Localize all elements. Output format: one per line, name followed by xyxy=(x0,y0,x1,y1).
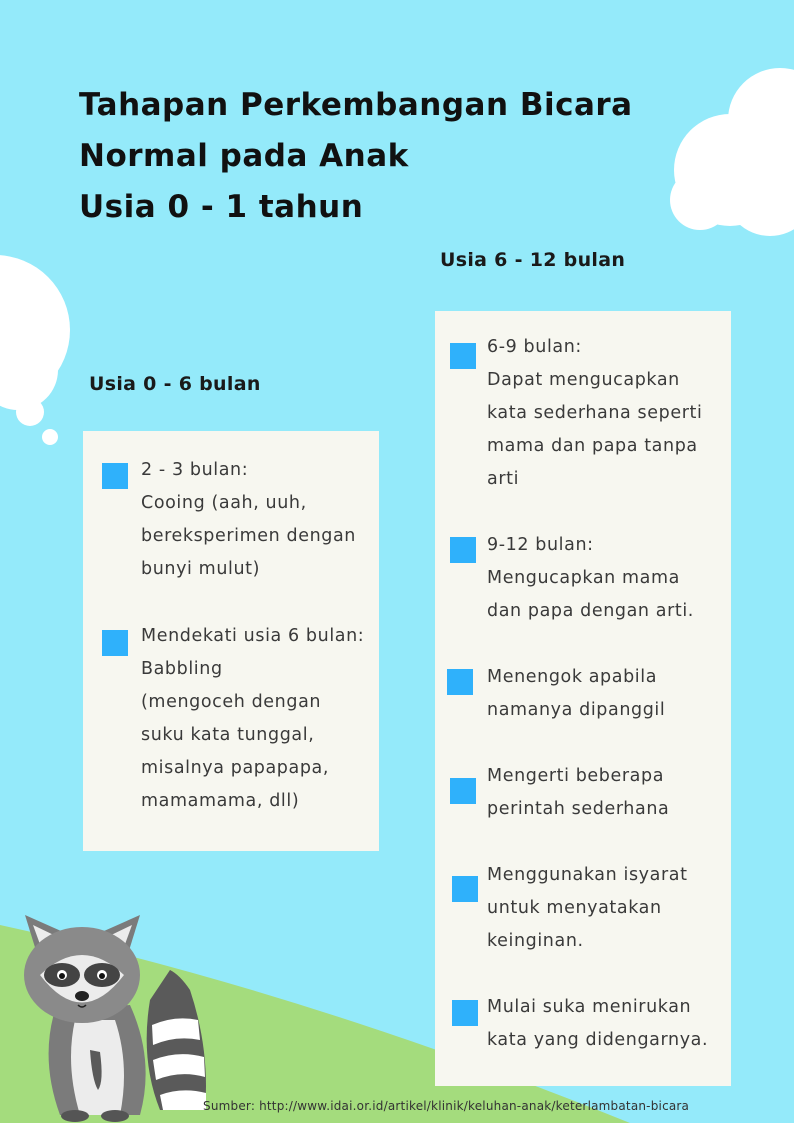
bullet-square-icon xyxy=(102,630,128,656)
item-line: Cooing (aah, uuh, xyxy=(141,493,307,513)
section-heading-6-12: Usia 6 - 12 bulan xyxy=(440,249,626,271)
item-line: keinginan. xyxy=(487,931,584,951)
item-line: kata yang didengarnya. xyxy=(487,1030,709,1050)
page-title xyxy=(79,80,633,233)
item-line: bunyi mulut) xyxy=(141,559,261,579)
bullet-square-icon xyxy=(450,343,476,369)
cloud-top-right xyxy=(670,68,794,236)
bullet-square-icon xyxy=(447,669,473,695)
list-item xyxy=(487,331,702,496)
list-item xyxy=(487,859,688,958)
item-line: kata sederhana seperti xyxy=(487,403,703,423)
bullet-square-icon xyxy=(452,1000,478,1026)
list-item xyxy=(141,620,364,818)
bullet-square-icon xyxy=(450,778,476,804)
item-line: Dapat mengucapkan xyxy=(487,370,680,390)
bullet-square-icon xyxy=(450,537,476,563)
item-line: perintah sederhana xyxy=(487,799,670,819)
item-line: mama dan papa tanpa xyxy=(487,436,698,456)
item-line: Mulai suka menirukan xyxy=(487,997,692,1017)
item-line: namanya dipanggil xyxy=(487,700,666,720)
item-line: Menengok apabila xyxy=(487,667,658,687)
item-line: Babbling xyxy=(141,659,223,679)
item-line: Menggunakan isyarat xyxy=(487,865,688,885)
list-item xyxy=(487,661,665,727)
item-line: Mengucapkan mama xyxy=(487,568,680,588)
item-line: misalnya papapapa, xyxy=(141,758,330,778)
list-item xyxy=(487,529,694,628)
item-line: (mengoceh dengan xyxy=(141,692,322,712)
list-item xyxy=(141,454,356,586)
item-line: dan papa dengan arti. xyxy=(487,601,694,621)
item-line: Mendekati usia 6 bulan: xyxy=(141,626,365,646)
item-line: bereksperimen dengan xyxy=(141,526,356,546)
item-line: untuk menyatakan xyxy=(487,898,662,918)
item-line: arti xyxy=(487,469,520,489)
source-citation: Sumber: http://www.idai.or.id/artikel/klinik/keluhan-anak/keterlambatan-bicara xyxy=(203,1099,690,1113)
title-line-2: Normal pada Anak xyxy=(79,138,409,174)
title-line-3: Usia 0 - 1 tahun xyxy=(79,189,364,225)
section-heading-0-6: Usia 0 - 6 bulan xyxy=(89,373,261,395)
list-item xyxy=(487,991,708,1057)
item-line: 2 - 3 bulan: xyxy=(141,460,249,480)
list-item xyxy=(487,760,669,826)
item-line: 6-9 bulan: xyxy=(487,337,582,357)
item-line: mamamama, dll) xyxy=(141,791,300,811)
item-line: suku kata tunggal, xyxy=(141,725,315,745)
item-line: Mengerti beberapa xyxy=(487,766,665,786)
bullet-square-icon xyxy=(102,463,128,489)
cloud-left xyxy=(0,255,70,445)
title-line-1: Tahapan Perkembangan Bicara xyxy=(79,87,633,123)
bullet-square-icon xyxy=(452,876,478,902)
item-line: 9-12 bulan: xyxy=(487,535,594,555)
